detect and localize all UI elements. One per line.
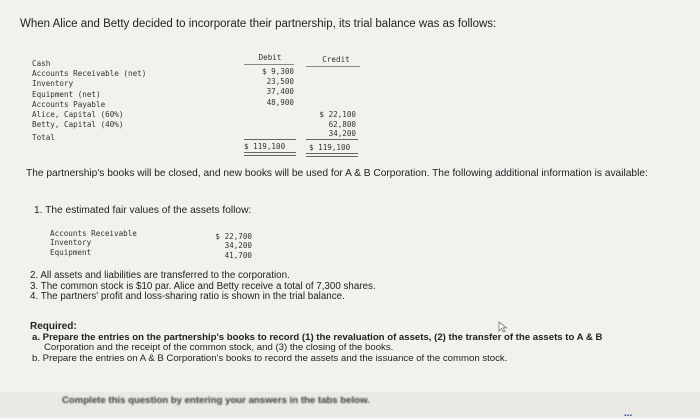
item-3: 3. The common stock is $10 par. Alice and Betty receive a total of 7,300 shares. — [30, 280, 376, 292]
credit-value: $ 22,100 — [319, 110, 356, 119]
additional-items — [30, 271, 376, 303]
credit-header: Credit — [322, 55, 350, 64]
fv-account: Accounts Receivable — [50, 229, 137, 238]
credit-header-underline — [306, 66, 360, 67]
debit-value: $ 9,300 — [261, 67, 294, 76]
intro-text: When Alice and Betty decided to incorporate their partnership, its trial balance was as follows: — [20, 18, 497, 30]
debit-value: 48,900 — [266, 97, 294, 107]
fair-value-accounts — [50, 229, 137, 257]
account-alice-capital: Alice, Capital (60%) — [32, 110, 124, 120]
credit-values — [312, 110, 356, 139]
total-credit: $ 119,100 — [309, 143, 351, 152]
debit-values — [256, 67, 294, 108]
trial-balance-accounts — [32, 59, 146, 144]
credit-sum-rule — [306, 139, 358, 140]
fv-value: 41,700 — [224, 250, 252, 260]
item-1: 1. The estimated fair values of the assets follow: — [34, 205, 252, 216]
account-equipment: Equipment (net) — [32, 89, 101, 99]
more-options-icon[interactable]: ... — [624, 408, 633, 419]
required-a-line2: Corporation and the receipt of the common stock, and (3) the closing of the books. — [44, 342, 394, 354]
account-cash: Cash — [32, 59, 51, 68]
account-payable: Accounts Payable — [32, 99, 106, 109]
account-betty-capital: Betty, Capital (40%) — [32, 120, 124, 130]
info-paragraph: The partnership's books will be closed, and new books will be used for A & B Corporation. The following additional information is available: — [26, 168, 648, 179]
account-inventory: Inventory — [32, 79, 74, 89]
required-heading: Required: — [30, 321, 77, 332]
fair-value-values — [210, 232, 252, 260]
account-total: Total — [32, 133, 55, 143]
debit-double-rule — [244, 152, 296, 156]
total-debit: $ 119,100 — [244, 142, 286, 151]
debit-value: 23,500 — [266, 77, 294, 87]
fv-account: Equipment — [50, 247, 92, 257]
fv-value: 34,200 — [224, 241, 252, 251]
required-list — [32, 333, 602, 364]
credit-value: 34,200 — [328, 129, 356, 139]
item-4: 4. The partners' profit and loss-sharing ratio is shown in the trial balance. — [30, 291, 345, 303]
item-2: 2. All assets and liabilities are transferred to the corporation. — [30, 270, 290, 281]
debit-header: Debit — [258, 53, 282, 62]
credit-double-rule — [306, 153, 358, 157]
fv-value: $ 22,700 — [215, 232, 252, 241]
required-b: b. Prepare the entries on A & B Corporation's books to record the assets and the issuance of the common stock. — [32, 352, 508, 364]
fv-account: Inventory — [50, 238, 92, 248]
account-receivable: Accounts Receivable (net) — [32, 69, 147, 79]
debit-sum-rule — [244, 139, 296, 140]
credit-value: 62,800 — [328, 119, 356, 129]
debit-header-underline — [244, 64, 294, 65]
complete-prompt: Complete this question by entering your answers in the tabs below. — [62, 395, 370, 406]
required-a-line1: a. Prepare the entries on the partnership's books to record (1) the revaluation of assets, (2) the transfer of the assets to A & B — [32, 332, 603, 343]
debit-value: 37,400 — [266, 87, 294, 97]
